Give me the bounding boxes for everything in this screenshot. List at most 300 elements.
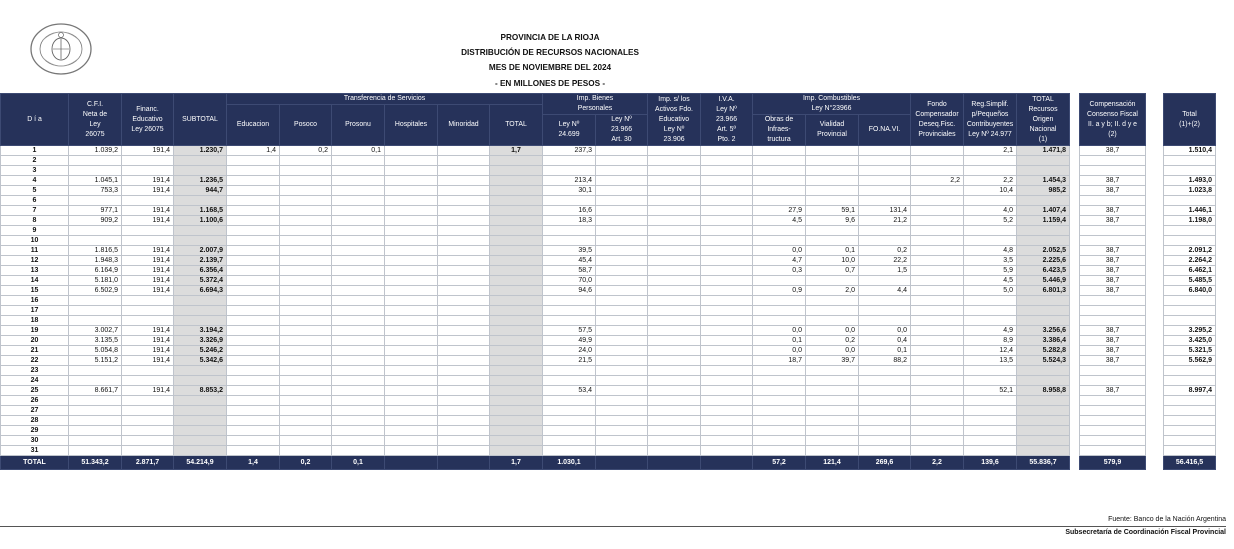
cell-dia: 4 [1,176,69,186]
cell-obras [753,146,806,156]
cell-obras [753,416,806,426]
table-row [1,426,1216,436]
cell-total-final [1164,316,1216,326]
cell-educacion [227,356,280,366]
cell-bienes-a: 30,1 [543,186,596,196]
cell-financ [122,446,174,456]
cell-financ: 191,4 [122,326,174,336]
cell-activos [648,326,701,336]
cell-minoridad [438,336,490,346]
cell-bienes-b [596,186,648,196]
cell-posoco: 0,2 [280,146,332,156]
cell-regsimp [964,166,1017,176]
cell-dia: 25 [1,386,69,396]
cell-bienes-b [596,386,648,396]
cell-subtotal: 1.230,7 [174,146,227,156]
cell-posoco [280,316,332,326]
cell-obras [753,296,806,306]
cell-educacion [227,286,280,296]
cell-regsimp: 13,5 [964,356,1017,366]
table-row [1,276,1216,286]
cell-minoridad [438,306,490,316]
table-row [1,226,1216,236]
cell-total-final: 6.462,1 [1164,266,1216,276]
cell-total-rec [1017,226,1070,236]
cell-total-transf [490,356,543,366]
cell-iva [701,396,753,406]
cell-total-transf [490,326,543,336]
cell-vialidad [806,236,859,246]
cell-fondo [911,356,964,366]
cell-posoco [280,346,332,356]
cell-total-transf [490,256,543,266]
cell-vialidad: 10,0 [806,256,859,266]
totals-compensacion: 579,9 [1080,456,1146,470]
cell-fonavi [859,176,911,186]
cell-activos [648,256,701,266]
cell-total-rec: 8.958,8 [1017,386,1070,396]
cell-posoco [280,166,332,176]
table-row [1,376,1216,386]
cell-total-rec [1017,366,1070,376]
cell-minoridad [438,376,490,386]
cell-dia: 10 [1,236,69,246]
cell-compens: 38,7 [1080,336,1146,346]
cell-educacion [227,256,280,266]
cell-total-transf [490,386,543,396]
cell-compens [1080,156,1146,166]
cell-dia: 2 [1,156,69,166]
cell-regsimp: 2,2 [964,176,1017,186]
cell-regsimp: 10,4 [964,186,1017,196]
cell-subtotal: 3.194,2 [174,326,227,336]
cell-cfi: 3.002,7 [69,326,122,336]
cell-total-final [1164,406,1216,416]
cell-educacion [227,346,280,356]
cell-bienes-b [596,366,648,376]
cell-total-transf [490,406,543,416]
footer-divider [0,526,1226,527]
cell-total-final [1164,376,1216,386]
cell-hospitales [385,346,438,356]
cell-bienes-a [543,296,596,306]
cell-bienes-b [596,396,648,406]
cell-bienes-b [596,276,648,286]
cell-obras [753,446,806,456]
cell-subtotal: 2.007,9 [174,246,227,256]
cell-cfi: 5.181,0 [69,276,122,286]
cell-bienes-b [596,296,648,306]
table-row [1,366,1216,376]
cell-fondo [911,336,964,346]
cell-activos [648,406,701,416]
cell-bienes-b [596,336,648,346]
cell-financ: 191,4 [122,206,174,216]
cell-subtotal: 3.326,9 [174,336,227,346]
cell-total-rec [1017,436,1070,446]
cell-prosonu [332,346,385,356]
cell-hospitales [385,316,438,326]
cell-obras [753,176,806,186]
cell-bienes-a [543,396,596,406]
totals-total-transferencia: 1,7 [490,456,543,470]
cell-obras: 4,7 [753,256,806,266]
cell-vialidad [806,446,859,456]
cell-financ [122,426,174,436]
cell-obras [753,396,806,406]
col-header-obras: Obras de Infraes- tructura [753,115,806,146]
cell-posoco [280,336,332,346]
cell-fonavi [859,436,911,446]
cell-financ [122,436,174,446]
cell-cfi: 6.164,9 [69,266,122,276]
cell-total-transf [490,216,543,226]
cell-regsimp [964,316,1017,326]
cell-cfi: 753,3 [69,186,122,196]
cell-minoridad [438,146,490,156]
cell-bienes-a: 21,5 [543,356,596,366]
cell-financ [122,196,174,206]
cell-prosonu [332,236,385,246]
cell-subtotal: 2.139,7 [174,256,227,266]
cell-bienes-a [543,376,596,386]
cell-cfi: 3.135,5 [69,336,122,346]
cell-obras [753,406,806,416]
cell-activos [648,226,701,236]
cell-fondo [911,226,964,236]
cell-total-transf [490,236,543,246]
cell-total-transf [490,186,543,196]
cell-cfi [69,166,122,176]
cell-total-transf [490,296,543,306]
cell-regsimp: 4,0 [964,206,1017,216]
cell-cfi: 909,2 [69,216,122,226]
cell-educacion [227,176,280,186]
cell-educacion [227,336,280,346]
cell-vialidad: 0,7 [806,266,859,276]
cell-fondo [911,366,964,376]
cell-minoridad [438,386,490,396]
cell-obras [753,436,806,446]
cell-educacion [227,226,280,236]
cell-posoco [280,426,332,436]
totals-obras: 57,2 [753,456,806,470]
cell-vialidad [806,406,859,416]
cell-total-rec: 3.386,4 [1017,336,1070,346]
cell-bienes-b [596,226,648,236]
cell-fonavi [859,146,911,156]
cell-vialidad [806,366,859,376]
cell-compens [1080,436,1146,446]
cell-cfi [69,226,122,236]
cell-total-transf [490,166,543,176]
cell-bienes-a [543,306,596,316]
cell-total-transf: 1,7 [490,146,543,156]
cell-cfi [69,396,122,406]
table-row [1,416,1216,426]
cell-hospitales [385,186,438,196]
cell-fonavi [859,186,911,196]
cell-financ: 191,4 [122,356,174,366]
cell-bienes-a: 94,6 [543,286,596,296]
cell-total-transf [490,246,543,256]
cell-cfi [69,416,122,426]
cell-bienes-a: 39,5 [543,246,596,256]
distribution-table [0,93,1216,470]
cell-educacion [227,246,280,256]
cell-regsimp: 5,9 [964,266,1017,276]
cell-minoridad [438,276,490,286]
table-row [1,166,1216,176]
cell-bienes-a: 24,0 [543,346,596,356]
cell-hospitales [385,146,438,156]
cell-educacion [227,266,280,276]
cell-posoco [280,236,332,246]
cell-educacion [227,416,280,426]
table-row [1,246,1216,256]
cell-educacion: 1,4 [227,146,280,156]
cell-dia: 31 [1,446,69,456]
cell-dia: 29 [1,426,69,436]
cell-prosonu [332,356,385,366]
cell-compens [1080,166,1146,176]
cell-fondo [911,446,964,456]
cell-fondo [911,286,964,296]
cell-subtotal [174,396,227,406]
cell-educacion [227,206,280,216]
cell-prosonu [332,266,385,276]
cell-bienes-b [596,356,648,366]
cell-regsimp: 12,4 [964,346,1017,356]
cell-total-rec: 5.282,8 [1017,346,1070,356]
col-header-fondo: Fondo Compensador Deseq.Fisc. Provinciales [911,94,964,146]
cell-obras [753,316,806,326]
cell-total-final: 6.840,0 [1164,286,1216,296]
report-title-block [0,30,1100,91]
cell-cfi [69,436,122,446]
cell-vialidad [806,416,859,426]
cell-activos [648,416,701,426]
cell-educacion [227,306,280,316]
cell-bienes-a [543,236,596,246]
cell-hospitales [385,356,438,366]
cell-financ [122,296,174,306]
cell-fonavi [859,296,911,306]
cell-obras: 0,0 [753,326,806,336]
cell-cfi: 1.045,1 [69,176,122,186]
cell-total-rec: 2.225,6 [1017,256,1070,266]
col-header-bienes-24699: Ley Nº 24.699 [543,115,596,146]
cell-fonavi: 0,2 [859,246,911,256]
cell-hospitales [385,226,438,236]
cell-iva [701,286,753,296]
cell-compens [1080,306,1146,316]
cell-posoco [280,296,332,306]
cell-financ [122,406,174,416]
cell-cfi [69,156,122,166]
cell-hospitales [385,436,438,446]
cell-iva [701,446,753,456]
cell-hospitales [385,426,438,436]
cell-minoridad [438,356,490,366]
cell-iva [701,186,753,196]
cell-total-final [1164,436,1216,446]
cell-bienes-b [596,286,648,296]
cell-fonavi: 21,2 [859,216,911,226]
cell-subtotal [174,416,227,426]
totals-financ: 2.871,7 [122,456,174,470]
cell-posoco [280,446,332,456]
cell-total-final [1164,446,1216,456]
totals-iva [701,456,753,470]
cell-total-transf [490,156,543,166]
cell-fondo: 2,2 [911,176,964,186]
cell-educacion [227,396,280,406]
cell-vialidad: 9,6 [806,216,859,226]
cell-dia: 1 [1,146,69,156]
cell-compens: 38,7 [1080,206,1146,216]
cell-total-rec: 1.471,8 [1017,146,1070,156]
cell-cfi: 1.948,3 [69,256,122,266]
cell-vialidad [806,176,859,186]
cell-subtotal: 1.236,5 [174,176,227,186]
cell-prosonu [332,416,385,426]
cell-total-final [1164,226,1216,236]
cell-total-final: 1.493,0 [1164,176,1216,186]
cell-total-rec [1017,406,1070,416]
cell-prosonu [332,406,385,416]
cell-total-final: 5.485,5 [1164,276,1216,286]
totals-posoco: 0,2 [280,456,332,470]
cell-regsimp [964,296,1017,306]
cell-regsimp [964,156,1017,166]
cell-financ: 191,4 [122,176,174,186]
cell-hospitales [385,196,438,206]
cell-subtotal [174,376,227,386]
cell-compens: 38,7 [1080,326,1146,336]
cell-vialidad [806,146,859,156]
cell-regsimp [964,446,1017,456]
cell-subtotal [174,296,227,306]
cell-regsimp: 4,5 [964,276,1017,286]
cell-obras [753,196,806,206]
totals-fonavi: 269,6 [859,456,911,470]
cell-obras [753,386,806,396]
cell-hospitales [385,306,438,316]
col-header-total-transferencia: TOTAL [490,105,543,146]
cell-iva [701,176,753,186]
cell-bienes-b [596,156,648,166]
cell-total-rec [1017,156,1070,166]
cell-activos [648,366,701,376]
cell-financ: 191,4 [122,276,174,286]
cell-vialidad: 39,7 [806,356,859,366]
cell-obras [753,276,806,286]
cell-cfi [69,426,122,436]
cell-bienes-b [596,256,648,266]
cell-bienes-a [543,166,596,176]
cell-subtotal [174,406,227,416]
cell-minoridad [438,206,490,216]
cell-activos [648,336,701,346]
table-row [1,336,1216,346]
cell-minoridad [438,286,490,296]
cell-prosonu [332,426,385,436]
cell-total-transf [490,306,543,316]
cell-posoco [280,326,332,336]
table-row [1,316,1216,326]
cell-financ: 191,4 [122,346,174,356]
table-row [1,306,1216,316]
cell-vialidad [806,196,859,206]
cell-prosonu [332,316,385,326]
cell-fondo [911,426,964,436]
cell-posoco [280,266,332,276]
cell-total-transf [490,196,543,206]
cell-vialidad [806,186,859,196]
cell-compens [1080,406,1146,416]
cell-total-rec: 1.407,4 [1017,206,1070,216]
cell-subtotal [174,156,227,166]
cell-posoco [280,246,332,256]
cell-financ [122,306,174,316]
cell-fondo [911,256,964,266]
cell-bienes-b [596,206,648,216]
cell-financ: 191,4 [122,256,174,266]
cell-educacion [227,366,280,376]
cell-total-transf [490,346,543,356]
cell-bienes-b [596,196,648,206]
table-row [1,446,1216,456]
source-note: Fuente: Banco de la Nación Argentina [1108,516,1226,523]
cell-subtotal: 8.853,2 [174,386,227,396]
cell-hospitales [385,176,438,186]
cell-obras: 0,0 [753,246,806,256]
cell-fondo [911,406,964,416]
cell-fonavi: 131,4 [859,206,911,216]
cell-total-transf [490,276,543,286]
cell-posoco [280,376,332,386]
table-row [1,406,1216,416]
cell-minoridad [438,346,490,356]
cell-fondo [911,266,964,276]
cell-subtotal [174,196,227,206]
table-row [1,346,1216,356]
cell-prosonu [332,286,385,296]
cell-activos [648,376,701,386]
cell-financ [122,396,174,406]
col-header-dia: D í a [1,94,69,146]
cell-iva [701,416,753,426]
totals-educacion: 1,4 [227,456,280,470]
cell-iva [701,196,753,206]
totals-label: TOTAL [1,456,69,470]
cell-hospitales [385,246,438,256]
cell-fonavi [859,236,911,246]
cell-iva [701,146,753,156]
cell-financ: 191,4 [122,386,174,396]
cell-total-transf [490,396,543,406]
cell-financ [122,156,174,166]
table-row [1,396,1216,406]
cell-educacion [227,376,280,386]
cell-iva [701,206,753,216]
cell-subtotal: 5.372,4 [174,276,227,286]
cell-total-transf [490,366,543,376]
cell-minoridad [438,266,490,276]
totals-row [1,456,1216,470]
table-row [1,256,1216,266]
